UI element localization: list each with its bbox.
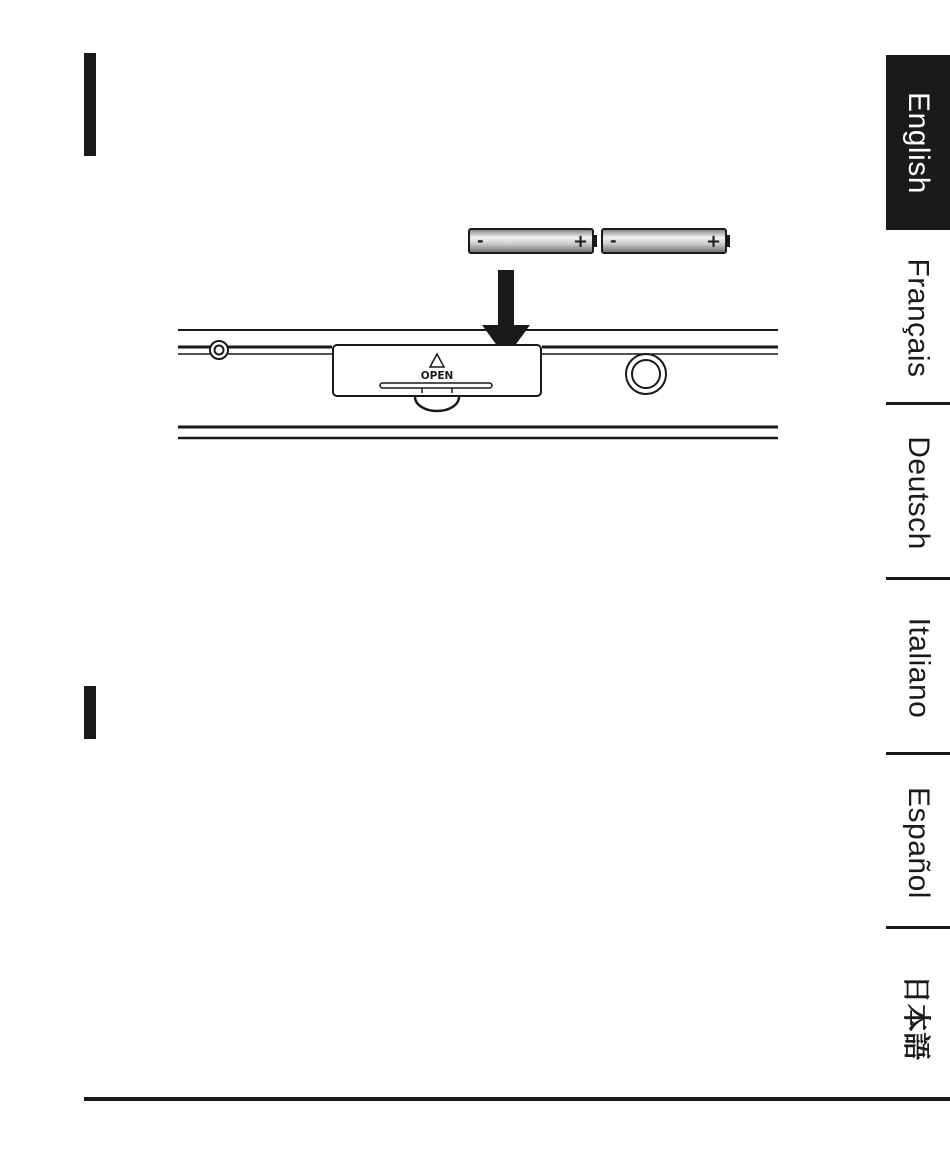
tab-divider xyxy=(886,926,950,929)
tab-label: English xyxy=(902,91,935,194)
battery-plus-label: + xyxy=(573,231,589,252)
bottom-rule xyxy=(84,1097,950,1101)
tab-espanol[interactable] xyxy=(886,755,950,930)
tab-deutsch[interactable] xyxy=(886,405,950,580)
battery-minus-label: - xyxy=(477,231,484,250)
tab-italiano[interactable] xyxy=(886,580,950,755)
tab-divider xyxy=(886,577,950,580)
section-marker-bar xyxy=(84,53,96,156)
tab-japanese[interactable] xyxy=(886,930,950,1105)
tab-divider xyxy=(886,402,950,405)
cover-open-label: OPEN xyxy=(420,370,454,382)
tab-label: Español xyxy=(902,786,936,899)
battery-installation-illustration xyxy=(170,220,790,450)
battery-cover xyxy=(333,345,541,411)
tab-label: Deutsch xyxy=(902,435,935,550)
tab-english[interactable] xyxy=(886,55,950,230)
battery-2 xyxy=(602,229,730,253)
tab-francais[interactable] xyxy=(886,230,950,405)
section-marker-bar xyxy=(84,686,96,739)
tab-label: 日本語 xyxy=(900,974,934,1061)
tab-label: Français xyxy=(902,257,936,378)
tab-label: Italiano xyxy=(902,617,935,718)
battery-minus-label: - xyxy=(610,231,617,250)
battery-plus-label: + xyxy=(706,231,722,252)
battery-1 xyxy=(469,229,597,253)
round-button-icon xyxy=(626,354,666,394)
screw-icon xyxy=(210,341,228,359)
tab-divider xyxy=(886,752,950,755)
